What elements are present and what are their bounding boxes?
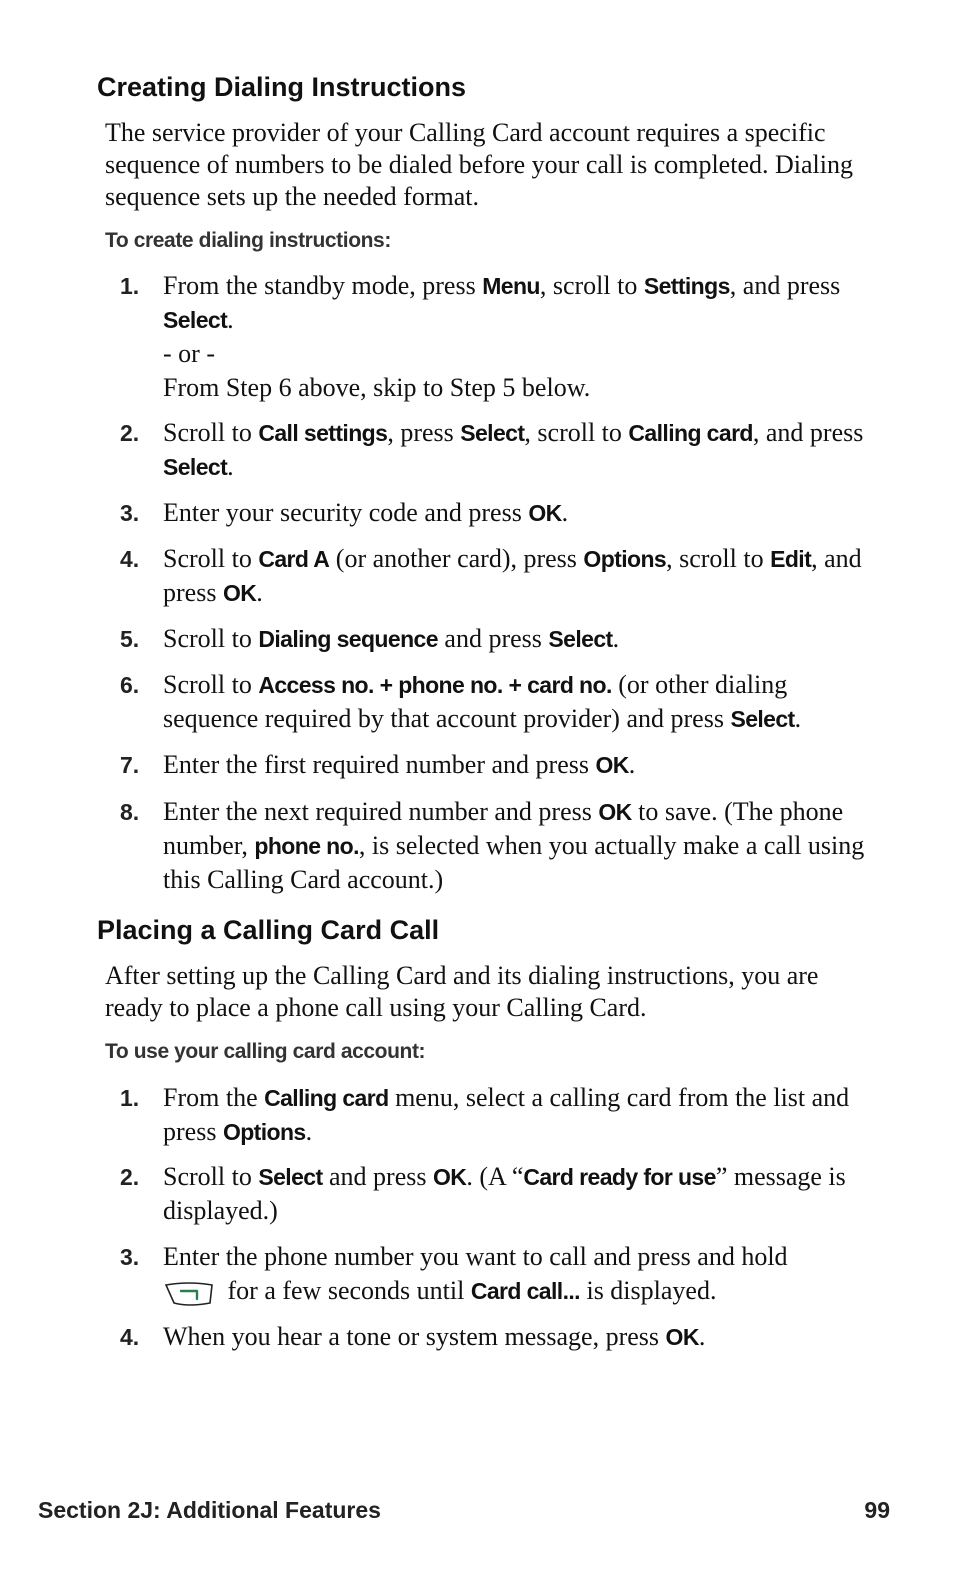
section-heading-placing-calling-card-call: Placing a Calling Card Call (97, 915, 440, 945)
step-text: Scroll to Select and press OK. (A “Card ready for use” message is displayed.) (163, 1162, 846, 1225)
key-label: OK (598, 799, 632, 825)
key-label: Select (548, 626, 613, 652)
key-label: Menu (482, 273, 540, 299)
step-number: 1. (120, 273, 140, 299)
step-number: 3. (120, 500, 140, 526)
step-number: 8. (120, 799, 140, 825)
key-label: Options (583, 546, 667, 572)
footer-section-title: Section 2J: Additional Features (38, 1497, 381, 1523)
step-text: From the Calling card menu, select a calling card from the list and press Options. (163, 1083, 850, 1146)
key-label: Select (730, 706, 795, 732)
menu-label: Select (258, 1164, 323, 1190)
procedure-subhead: To create dialing instructions: (105, 229, 391, 252)
key-label: Options (222, 1119, 306, 1145)
step-number: 7. (120, 752, 140, 778)
step-number: 1. (120, 1085, 140, 1111)
page-number: 99 (864, 1497, 890, 1523)
step-number: 4. (120, 546, 140, 572)
step-number: 3. (120, 1244, 140, 1270)
menu-label: Edit (770, 546, 812, 572)
menu-label: Access no. + phone no. + card no. (258, 672, 612, 698)
step-number: 6. (120, 672, 140, 698)
step-text: Scroll to Access no. + phone no. + card no. (or other dialing sequence required by that account provider) and press Select. (163, 670, 802, 733)
message-label: Card ready for use (523, 1164, 716, 1190)
section-intro: The service provider of your Calling Card account requires a specific sequence of numbers to be dialed before your call is completed. Dialing sequence sets up the needed format. (105, 118, 853, 211)
key-label: Select (460, 420, 525, 446)
key-label: OK (433, 1164, 467, 1190)
step-text: Enter the phone number you want to call and press and hold for a few seconds until Card call... is displayed. (163, 1240, 878, 1309)
key-label: OK (222, 580, 257, 606)
section-intro: After setting up the Calling Card and its dialing instructions, you are ready to place a phone call using your Calling Card. (105, 961, 819, 1022)
message-label: Card call... (470, 1278, 580, 1304)
menu-label: phone no. (254, 833, 359, 859)
menu-label: Call settings (258, 420, 388, 446)
step-text: Scroll to Card A (or another card), press Options, scroll to Edit, and press OK. (163, 544, 862, 607)
menu-label: Settings (643, 273, 730, 299)
step-text: Enter the next required number and press OK to save. (The phone number, phone no., is selected when you actually make a call using this Calling Card account.) (163, 797, 865, 894)
key-label: OK (528, 500, 562, 526)
step-text: Enter the first required number and press OK. (163, 750, 636, 779)
menu-label: Calling card (264, 1085, 389, 1111)
menu-label: Dialing sequence (258, 626, 438, 652)
step-number: 2. (120, 420, 140, 446)
menu-label: Card A (258, 546, 330, 572)
key-label: Select (163, 307, 228, 333)
key-label: Select (163, 454, 228, 480)
step-text: Scroll to Call settings, press Select, scroll to Calling card, and press Select. (163, 418, 864, 481)
step-text: When you hear a tone or system message, press OK. (163, 1322, 706, 1351)
key-label: OK (665, 1324, 699, 1350)
alt-instruction: From Step 6 above, skip to Step 5 below. (163, 373, 591, 402)
menu-label: Calling card (628, 420, 753, 446)
step-number: 4. (120, 1324, 140, 1350)
step-text: Scroll to Dialing sequence and press Select. (163, 624, 620, 653)
procedure-subhead: To use your calling card account: (105, 1040, 426, 1063)
step-number: 2. (120, 1164, 140, 1190)
or-separator: - or - (163, 339, 215, 368)
section-heading-creating-dialing-instructions: Creating Dialing Instructions (97, 72, 467, 102)
talk-key-icon (163, 1279, 215, 1309)
step-number: 5. (120, 626, 140, 652)
step-text: Enter your security code and press OK. (163, 498, 569, 527)
step-text: From the standby mode, press Menu, scroll to Settings, and press Select. - or - From Step 6 above, skip to Step 5 below. (163, 271, 841, 402)
key-label: OK (595, 752, 629, 778)
